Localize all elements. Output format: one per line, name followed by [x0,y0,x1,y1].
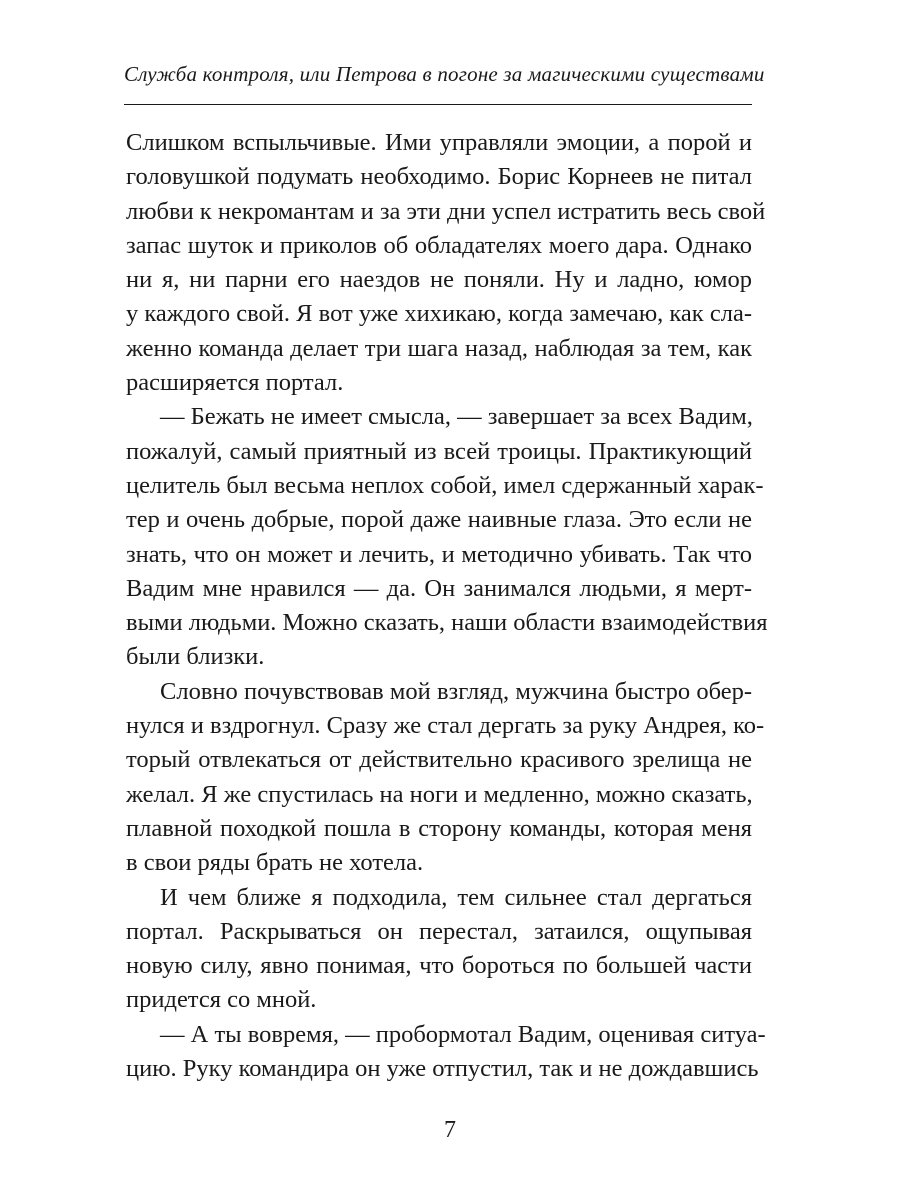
text-line: расширяется портал. [126,369,344,397]
text-line: целитель был весьма неплох собой, имел сдержанный харак- [126,471,764,499]
text-line: цию. Руку командира он уже отпустил, так и не дождавшись [126,1055,759,1083]
text-line: торый отвлекаться от действительно красивого зрелища не [126,746,752,774]
text-line: Вадим мне нравился — да. Он занимался людьми, я мерт- [126,574,752,602]
text-line: ни я, ни парни его наездов не поняли. Ну и ладно, юмор [126,266,752,294]
paragraph [126,1018,766,1087]
text-line: плавной походкой пошла в сторону команды, которая меня [126,814,752,842]
text-line: знать, что он может и лечить, и методично убивать. Так что [126,540,752,568]
text-line: головушкой подумать необходимо. Борис Корнеев не питал [126,163,752,191]
running-head-title: Служба контроля, или Петрова в погоне за магическими существами [124,62,765,86]
text-line: придется со мной. [126,986,317,1014]
text-line: желал. Я же спустилась на ноги и медленно, можно сказать, [126,780,753,808]
paragraph [126,400,768,674]
text-line: были близки. [126,643,265,671]
text-line: в свои ряды брать не хотела. [126,849,424,877]
paragraph [126,126,766,400]
text-line: И чем ближе я подходила, тем сильнее стал дергаться [160,883,752,911]
text-line: — Бежать не имеет смысла, — завершает за всех Вадим, [160,403,753,431]
text-line: Слишком вспыльчивые. Ими управляли эмоции, а порой и [126,129,752,156]
text-line: Словно почувствовав мой взгляд, мужчина быстро обер- [160,677,752,705]
paragraph [126,881,752,1018]
page-number: 7 [444,1117,456,1143]
text-line: тер и очень добрые, порой даже наивные глаза. Это если не [126,506,752,534]
text-line: портал. Раскрываться он перестал, затаился, ощупывая [126,917,752,945]
text-line: пожалуй, самый приятный из всей троицы. Практикующий [126,437,752,465]
header-rule [124,104,752,105]
text-line: новую силу, явно понимая, что бороться по большей части [126,952,752,980]
text-line: у каждого свой. Я вот уже хихикаю, когда замечаю, как сла- [126,300,752,328]
text-line: — А ты вовремя, — пробормотал Вадим, оценивая ситуа- [160,1020,766,1048]
paragraph [126,675,765,881]
text-line: выми людьми. Можно сказать, наши области взаимодействия [126,609,768,637]
body-text [126,126,768,1086]
text-line: любви к некромантам и за эти дни успел истратить весь свой [126,197,766,225]
text-line: запас шуток и приколов об обладателях моего дара. Однако [126,231,752,259]
text-line: женно команда делает три шага назад, наблюдая за тем, как [126,334,752,362]
text-line: нулся и вздрогнул. Сразу же стал дергать за руку Андрея, ко- [126,712,765,740]
